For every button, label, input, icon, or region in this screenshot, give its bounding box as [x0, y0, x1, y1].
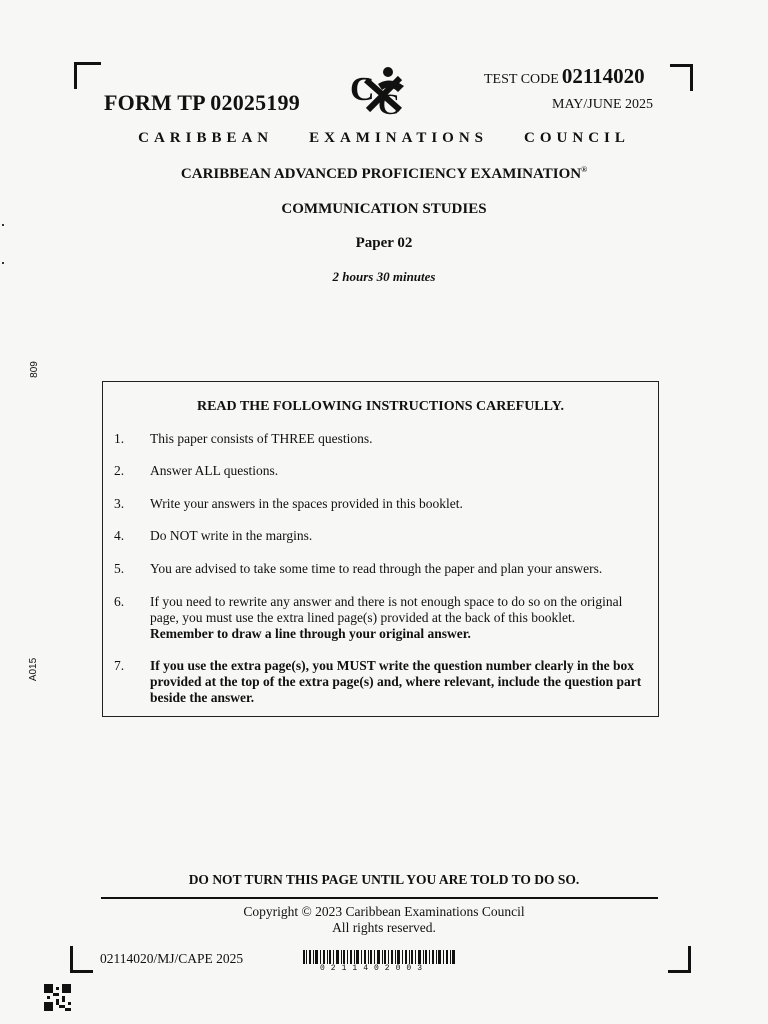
- council-name: [0, 130, 768, 147]
- rights-line: All rights reserved.: [332, 920, 436, 935]
- scan-speck: [2, 262, 4, 264]
- instruction-number: 6.: [114, 594, 125, 609]
- instruction-number: 7.: [114, 658, 125, 673]
- instruction-emphasis: Remember to draw a line through your original answer.: [150, 626, 471, 641]
- instruction-number: 5.: [114, 561, 125, 576]
- copyright-line: Copyright © 2023 Caribbean Examinations Council: [243, 904, 525, 919]
- instruction-number: 1.: [114, 431, 125, 446]
- instruction-text: You are advised to take some time to read through the paper and plan your answers.: [150, 561, 603, 576]
- margin-code-top: 809: [28, 361, 40, 378]
- instruction-number: 3.: [114, 496, 125, 511]
- paper-number: Paper 02: [355, 235, 413, 251]
- instruction-text: Answer ALL questions.: [150, 463, 279, 478]
- registered-mark: ®: [581, 165, 588, 174]
- test-code-value: 02114020: [561, 64, 645, 88]
- subject-title: COMMUNICATION STUDIES: [281, 201, 487, 217]
- barcode-number: 0211402003: [320, 964, 429, 973]
- instructions-box: [102, 381, 659, 717]
- council-word: EXAMINATIONS: [309, 130, 489, 146]
- instruction-number: 2.: [114, 463, 125, 478]
- instruction-text: Do NOT write in the margins.: [150, 528, 313, 543]
- scan-speck: [2, 224, 4, 226]
- council-word: COUNCIL: [524, 130, 630, 146]
- svg-text:C: C: [378, 88, 400, 116]
- form-number: FORM TP 02025199: [104, 90, 300, 115]
- corner-mark-top-left: [74, 62, 101, 89]
- exam-name: [0, 165, 768, 183]
- council-word: CARIBBEAN: [138, 130, 274, 146]
- instruction-text: Write your answers in the spaces provided in this booklet.: [150, 496, 463, 511]
- do-not-turn-notice: DO NOT TURN THIS PAGE UNTIL YOU ARE TOLD TO DO SO.: [188, 872, 580, 887]
- exam-name-text: CARIBBEAN ADVANCED PROFICIENCY EXAMINATION: [180, 166, 582, 182]
- instruction-text: This paper consists of THREE questions.: [150, 431, 373, 446]
- instruction-text: If you need to rewrite any answer and there is not enough space to do so on the original page, you must use the extra lined page(s) provided at the back of this booklet.: [150, 594, 623, 625]
- instruction-number: 4.: [114, 528, 125, 543]
- exam-session: MAY/JUNE 2025: [552, 97, 653, 112]
- margin-code-bottom: A015: [28, 657, 40, 682]
- footer-divider: [101, 897, 658, 899]
- instruction-emphasis: If you use the extra page(s), you MUST write the question number clearly in the box provided at the top of the extra page(s) and, where relevant, include the question part beside the answer.: [150, 658, 642, 705]
- cxc-logo-icon: [348, 66, 418, 116]
- test-code-label: TEST CODE: [484, 72, 559, 87]
- paper-code: 02114020/MJ/CAPE 2025: [100, 951, 244, 966]
- qr-code-icon: [44, 984, 71, 1011]
- instruction-text-block: [150, 594, 650, 642]
- svg-text:C: C: [350, 71, 375, 108]
- exam-duration: 2 hours 30 minutes: [332, 269, 436, 284]
- corner-mark-top-right: [670, 64, 693, 91]
- test-code: [484, 64, 645, 89]
- corner-mark-bottom-left: [70, 946, 93, 973]
- corner-mark-bottom-right: [668, 946, 691, 973]
- barcode-icon: [303, 950, 455, 964]
- instructions-heading: READ THE FOLLOWING INSTRUCTIONS CAREFULLY.: [196, 399, 565, 414]
